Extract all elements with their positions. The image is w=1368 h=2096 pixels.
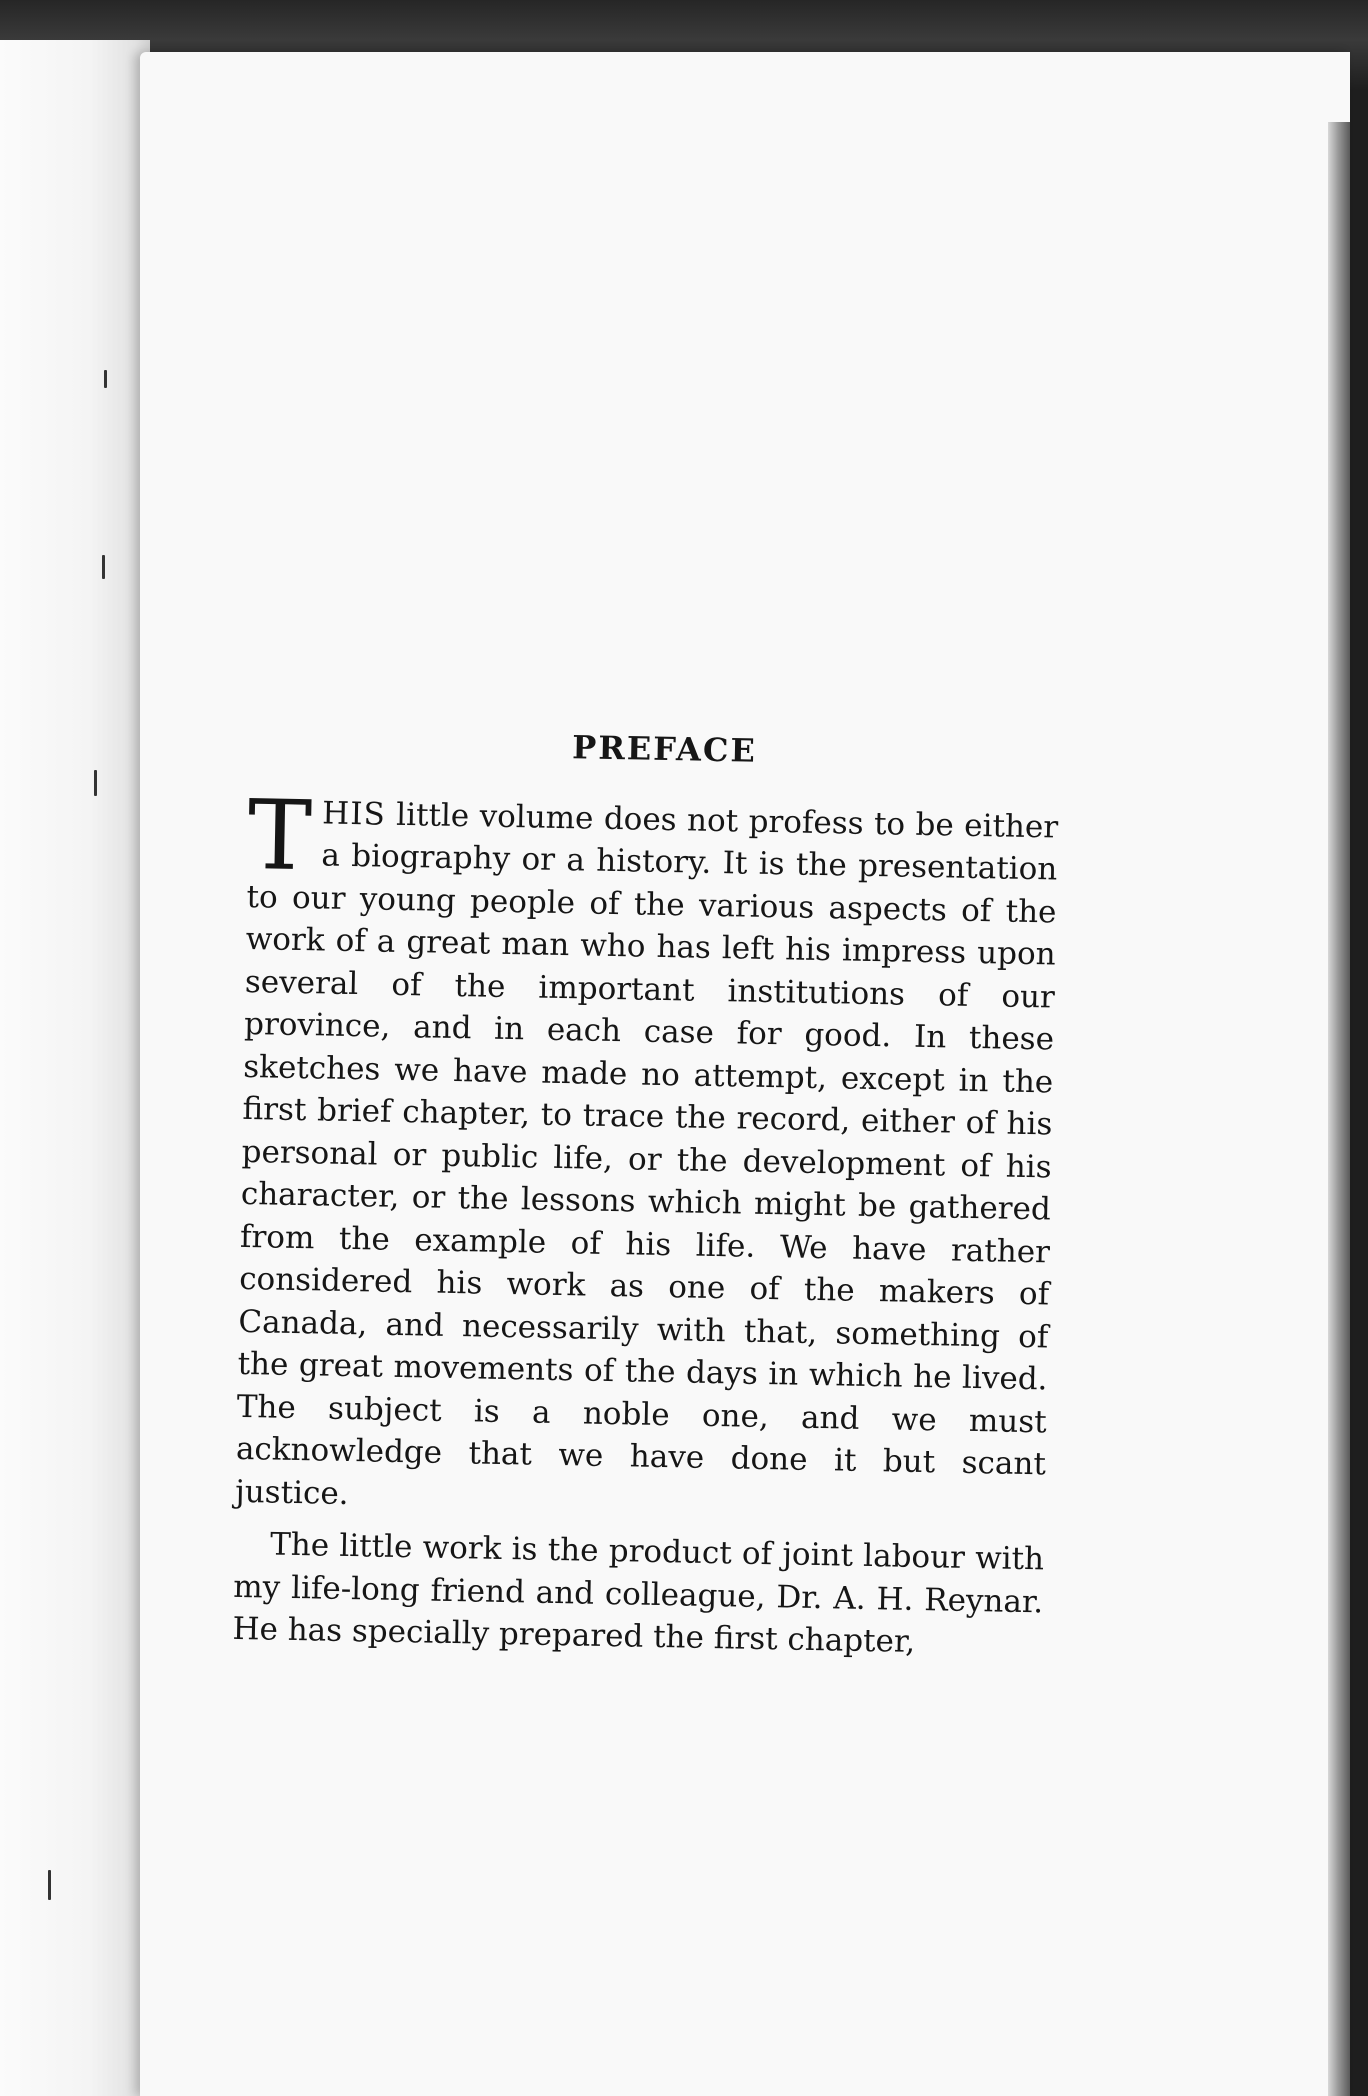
- page-text: [232, 720, 1060, 1666]
- drop-cap: T: [246, 778, 313, 892]
- left-page-mark: [48, 1870, 51, 1900]
- left-page-mark: [94, 770, 97, 796]
- left-page-mark: [104, 370, 107, 388]
- paragraph-2: The little work is the product of joint labour with my life-long friend and colleague, Dr. A. H. Reynar. He has specially prepared the first chapter,: [232, 1526, 1045, 1660]
- lead-word: HIS: [321, 794, 387, 833]
- left-page-mark: [102, 555, 105, 579]
- paragraph-1: [234, 778, 1059, 1528]
- page-title: PREFACE: [571, 728, 758, 770]
- paragraph-1-text: little volume does not profess to be either a biography or a history. It is the presentation to our young people of the various aspects of the work of a great man who has left his impress upon several of the important institutions of our province, and in each case for good. In these sketches we have made no attempt, except in the first brief chapter, to trace the record, either of his personal or public life, or the development of his character, or the lessons which might be gathered from the example of his life. We have rather considered his work as one of the makers of Canada, and necessarily with that, something of the great movements of the days in which he lived. The subject is a noble one, and we must acknowledge that we have done it but scant justice.: [234, 796, 1059, 1512]
- page-stack-edge: [1328, 122, 1350, 2096]
- left-page-edge: [0, 40, 150, 2096]
